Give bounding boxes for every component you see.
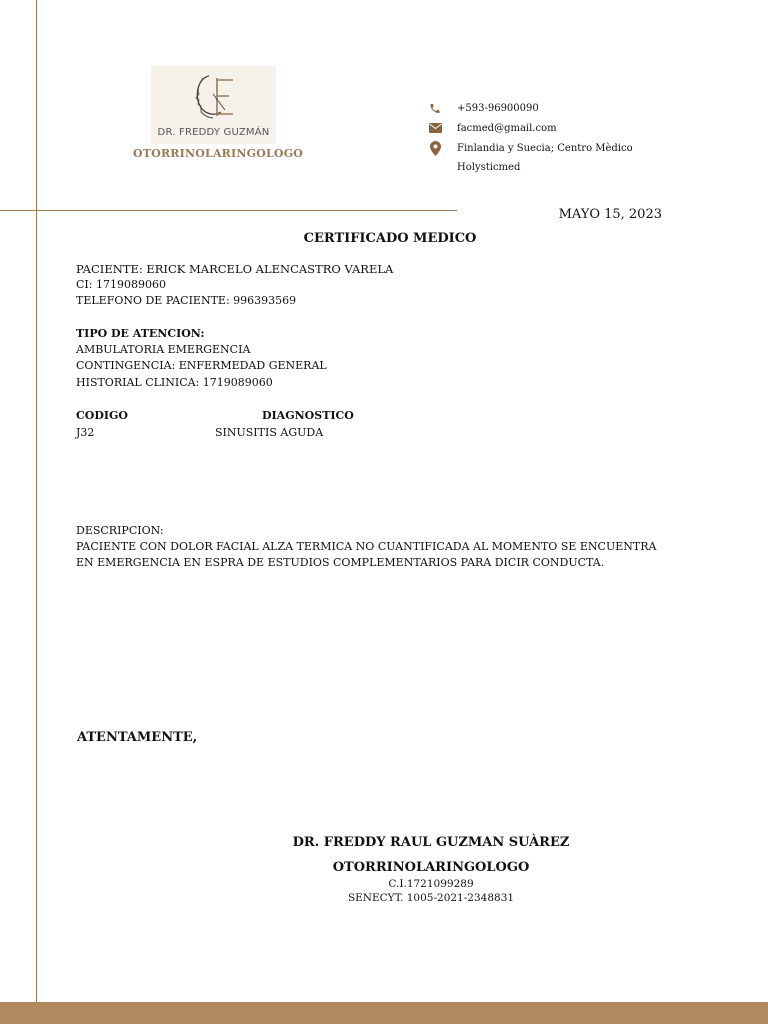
signature-senecyt: SENECYT. 1005-2021-2348831 [347, 892, 515, 904]
monogram-logo-icon [187, 70, 241, 126]
contact-address [428, 141, 633, 155]
attention-type: AMBULATORIA EMERGENCIA [76, 343, 251, 356]
clinic-logo [151, 66, 276, 144]
description-line-2: EN EMERGENCIA EN ESPRA DE ESTUDIOS COMPLEMENTARIOS PARA DICIR CONDUCTA. [76, 556, 605, 569]
signature-specialty: OTORRINOLARINGOLOGO [332, 860, 530, 875]
mail-icon [428, 121, 442, 135]
patient-ci: CI: 1719089060 [76, 278, 166, 291]
patient-name: PACIENTE: ERICK MARCELO ALENCASTRO VARELA [76, 262, 394, 276]
contact-phone [428, 101, 539, 115]
logo-doctor-name: DR. FREDDY GUZMÁN [157, 127, 270, 138]
left-border-line [36, 0, 37, 1002]
signature-ci: C.I.1721099289 [388, 878, 474, 890]
email-address: facmed@gmail.com [457, 122, 557, 134]
contingency: CONTINGENCIA: ENFERMEDAD GENERAL [76, 359, 327, 372]
attention-type-label: TIPO DE ATENCION: [76, 327, 205, 340]
phone-number: +593-96900090 [457, 102, 539, 114]
footer-band [0, 1002, 768, 1024]
certificate-title: CERTIFICADO MEDICO [303, 231, 477, 246]
phone-icon [428, 101, 442, 115]
signature-name: DR. FREDDY RAUL GUZMAN SUÀREZ [292, 835, 570, 850]
address-line-2: Holysticmed [457, 162, 521, 173]
address-line-1: Finlandia y Suecia; Centro Mèdico [457, 142, 633, 154]
clinical-history: HISTORIAL CLINICA: 1719089060 [76, 376, 273, 389]
code-header: CODIGO [76, 409, 128, 422]
closing-text: ATENTAMENTE, [77, 730, 198, 745]
contact-email [428, 121, 557, 135]
certificate-date: MAYO 15, 2023 [558, 207, 662, 222]
header-specialty: OTORRINOLARINGOLOGO [133, 147, 304, 160]
diagnosis-text: SINUSITIS AGUDA [215, 426, 324, 439]
description-label: DESCRIPCION: [76, 524, 164, 537]
diagnosis-header: DIAGNOSTICO [262, 409, 354, 422]
patient-phone: TELEFONO DE PACIENTE: 996393569 [76, 294, 297, 307]
diagnosis-code: J32 [76, 426, 95, 439]
location-pin-icon [428, 141, 442, 155]
description-line-1: PACIENTE CON DOLOR FACIAL ALZA TERMICA NO CUANTIFICADA AL MOMENTO SE ENCUENTRA [76, 540, 657, 553]
header-divider [0, 210, 457, 211]
